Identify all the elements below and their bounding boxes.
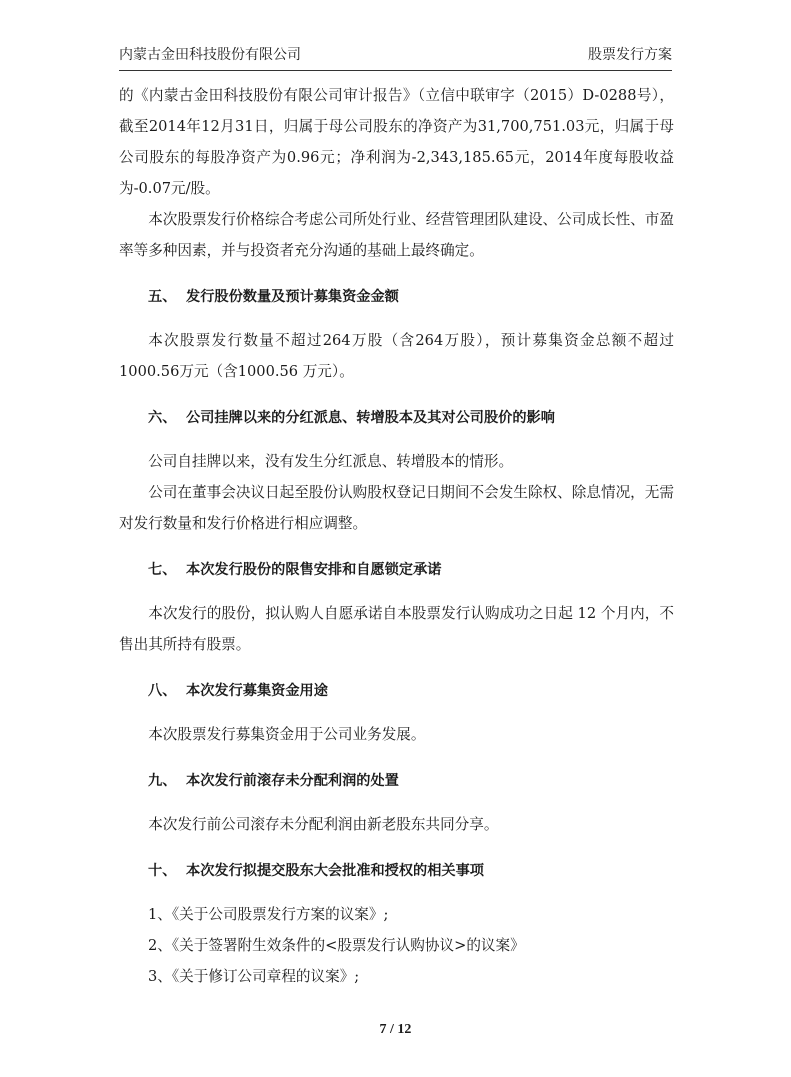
section-number: 八、 <box>148 683 177 699</box>
section-number: 九、 <box>148 773 177 789</box>
section-number: 五、 <box>148 289 177 305</box>
intro-paragraph: 本次股票发行价格综合考虑公司所处行业、经营管理团队建设、公司成长性、市盈率等多种因素，并与投资者充分沟通的基础上最终确定。 <box>119 211 674 259</box>
section-heading <box>119 282 674 313</box>
section-number: 十、 <box>148 863 177 879</box>
section-paragraph: 本次股票发行数量不超过264万股（含264万股），预计募集资金总额不超过1000.56万元（含1000.56 万元）。 <box>119 332 674 380</box>
page-number: 7 / 12 <box>379 1022 412 1037</box>
section-heading <box>119 766 674 797</box>
list-item: 1、《关于公司股票发行方案的议案》; <box>148 906 389 923</box>
section-title: 本次发行拟提交股东大会批准和授权的相关事项 <box>186 863 484 879</box>
document-body <box>119 80 674 992</box>
list-item: 2、《关于签署附生效条件的<股票发行认购协议>的议案》 <box>148 937 525 954</box>
section-number: 七、 <box>148 562 177 578</box>
section-number: 六、 <box>148 410 177 426</box>
section-paragraph: 本次发行的股份，拟认购人自愿承诺自本股票发行认购成功之日起 12 个月内，不售出其所持有股票。 <box>119 605 674 653</box>
section-title: 本次发行股份的限售安排和自愿锁定承诺 <box>186 562 442 578</box>
section-heading <box>119 676 674 707</box>
section-paragraph: 本次股票发行募集资金用于公司业务发展。 <box>148 726 426 743</box>
section-paragraph: 公司在董事会决议日起至股份认购股权登记日期间不会发生除权、除息情况，无需对发行数量和发行价格进行相应调整。 <box>119 484 674 532</box>
section-title: 本次发行前滚存未分配利润的处置 <box>186 773 399 789</box>
section-title: 本次发行募集资金用途 <box>186 683 328 699</box>
header-document-title: 股票发行方案 <box>588 47 672 63</box>
section-title: 公司挂牌以来的分红派息、转增股本及其对公司股价的影响 <box>186 410 555 426</box>
section-paragraph: 本次发行前公司滚存未分配利润由新老股东共同分享。 <box>148 816 499 833</box>
section-heading <box>119 403 674 434</box>
page-header <box>119 44 672 71</box>
section-title: 发行股份数量及预计募集资金金额 <box>186 289 399 305</box>
list-item: 3、《关于修订公司章程的议案》; <box>148 968 360 985</box>
intro-paragraph: 的《内蒙古金田科技股份有限公司审计报告》（立信中联审字（2015）D-0288号），截至2014年12月31日，归属于母公司股东的净资产为31,700,751.03元，归属于母公司股东的每股净资产为0.96元；净利润为-2,343,185.65元，2014年度每股收益为-0.07元/股。 <box>119 87 674 197</box>
header-company-name: 内蒙古金田科技股份有限公司 <box>119 47 301 63</box>
section-paragraph: 公司自挂牌以来，没有发生分红派息、转增股本的情形。 <box>148 453 514 470</box>
section-heading <box>119 555 674 586</box>
section-heading <box>119 856 674 887</box>
